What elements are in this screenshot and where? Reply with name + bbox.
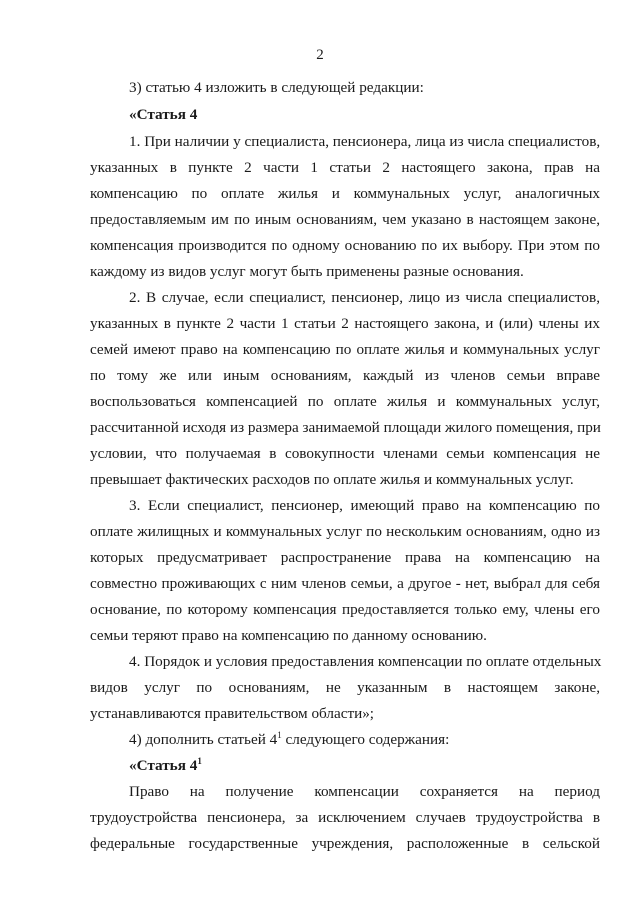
item4-intro-sup: 1 bbox=[277, 729, 282, 740]
p4-line: устанавливаются правительством области»; bbox=[90, 705, 375, 722]
p5-line: трудоустройства пенсионера, за исключением случаев трудоустройства в bbox=[90, 809, 600, 826]
p3-line: 3. Если специалист, пенсионер, имеющий право на компенсацию по bbox=[129, 497, 600, 514]
article4-heading: «Статья 4 bbox=[129, 106, 198, 123]
p1-line: предоставляемым им по иным основаниям, чем указано в настоящем законе, bbox=[90, 211, 600, 228]
p1-line: каждому из видов услуг могут быть применены разные основания. bbox=[90, 263, 524, 280]
p2-line: по тому же или иным основаниям, каждый из членов семьи вправе bbox=[90, 367, 600, 384]
p1-line: указанных в пункте 2 части 1 статьи 2 настоящего закона, прав на bbox=[90, 159, 600, 176]
page-number: 2 bbox=[316, 47, 324, 63]
p2-line: условии, что получаемая в совокупности членами семьи компенсация не bbox=[90, 445, 600, 462]
p2-line: превышает фактических расходов по оплате жилья и коммунальных услуг. bbox=[90, 471, 574, 488]
p3-line: которых предусматривает распространение права на компенсацию на bbox=[90, 549, 600, 566]
p1-line: 1. При наличии у специалиста, пенсионера, лица из числа специалистов, bbox=[129, 133, 601, 150]
p2-line: семей имеют право на компенсацию по оплате жилья и коммунальных услуг bbox=[90, 341, 600, 358]
item4-intro bbox=[129, 731, 600, 749]
article41-heading-sup: 1 bbox=[197, 755, 202, 766]
p3-line: оплате жилищных и коммунальных услуг по нескольким основаниям, одно из bbox=[90, 523, 600, 540]
p3-line: совместно проживающих с ним членов семьи, а другое - нет, выбрал для себя bbox=[90, 575, 600, 592]
p2-line: указанных в пункте 2 части 1 статьи 2 настоящего закона, и (или) члены их bbox=[90, 315, 600, 332]
p2-line: воспользоваться компенсацией по оплате жилья и коммунальных услуг, bbox=[90, 393, 600, 410]
article41-heading bbox=[129, 757, 600, 775]
p2-line: 2. В случае, если специалист, пенсионер, лицо из числа специалистов, bbox=[129, 289, 600, 306]
p5-line: федеральные государственные учреждения, расположенные в сельской bbox=[90, 835, 600, 852]
item4-intro-pre: 4) дополнить статьей 4 bbox=[129, 731, 278, 748]
p2-line: рассчитанной исходя из размера занимаемой площади жилого помещения, при bbox=[90, 419, 601, 436]
p1-line: компенсацию по оплате жилья и коммунальных услуг, аналогичных bbox=[90, 185, 600, 202]
p5-line: Право на получение компенсации сохраняется на период bbox=[129, 783, 600, 800]
p1-line: компенсация производится по одному основанию по их выбору. При этом по bbox=[90, 237, 600, 254]
article41-heading-text: «Статья 4 bbox=[129, 757, 198, 774]
p4-line: 4. Порядок и условия предоставления компенсации по оплате отдельных bbox=[129, 653, 602, 670]
item4-intro-post: следующего содержания: bbox=[281, 731, 450, 748]
p4-line: видов услуг по основаниям, не указанным в настоящем законе, bbox=[90, 679, 600, 696]
p3-line: основание, по которому компенсация предоставляется только ему, члены его bbox=[90, 601, 600, 618]
p3-line: семьи теряют право на компенсацию по данному основанию. bbox=[90, 627, 487, 644]
item3-intro: 3) статью 4 изложить в следующей редакции: bbox=[129, 79, 424, 96]
